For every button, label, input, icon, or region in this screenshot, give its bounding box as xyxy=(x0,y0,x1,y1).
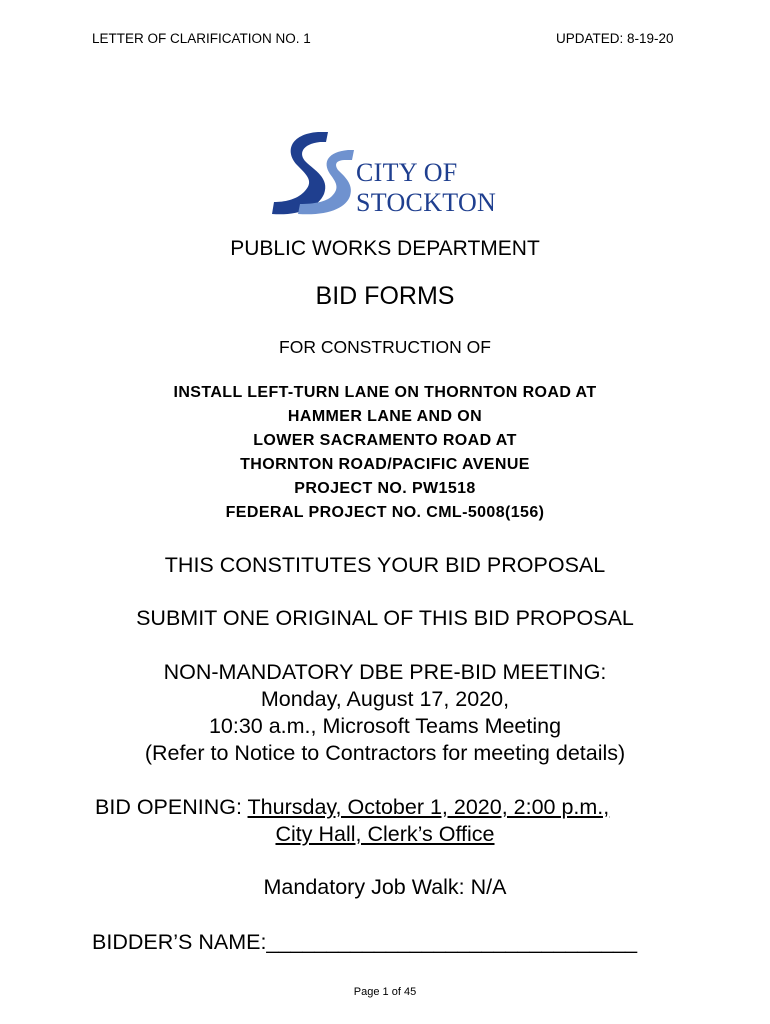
bidder-name-field: BIDDER’S NAME:_______________________________ xyxy=(92,930,638,954)
bid-opening-label: BID OPENING: xyxy=(95,795,248,819)
project-line: THORNTON ROAD/PACIFIC AVENUE xyxy=(240,456,530,473)
document-title: BID FORMS xyxy=(315,282,455,310)
city-of-stockton-logo xyxy=(270,130,510,220)
bid-opening-location: City Hall, Clerk’s Office xyxy=(275,822,495,846)
project-line: HAMMER LANE AND ON xyxy=(287,408,483,425)
page-number: Page 1 of 45 xyxy=(353,986,417,998)
project-line: INSTALL LEFT-TURN LANE ON THORNTON ROAD AT xyxy=(173,384,597,401)
bid-opening-date: Thursday, October 1, 2020, 2:00 p.m., xyxy=(247,795,610,819)
project-number: PROJECT NO. PW1518 xyxy=(294,480,476,497)
meeting-note: (Refer to Notice to Contractors for meeting details) xyxy=(144,741,626,765)
project-line: LOWER SACRAMENTO ROAD AT xyxy=(253,432,517,449)
job-walk: Mandatory Job Walk: N/A xyxy=(263,875,507,899)
header-updated-date: UPDATED: 8-19-20 xyxy=(556,31,674,46)
logo-text-stockton: STOCKTON xyxy=(356,188,497,217)
meeting-date: Monday, August 17, 2020, xyxy=(260,687,510,711)
federal-project-number: FEDERAL PROJECT NO. CML-5008(156) xyxy=(225,504,545,521)
meeting-time: 10:30 a.m., Microsoft Teams Meeting xyxy=(208,714,562,738)
submit-statement: SUBMIT ONE ORIGINAL OF THIS BID PROPOSAL xyxy=(136,606,634,630)
constitutes-statement: THIS CONSTITUTES YOUR BID PROPOSAL xyxy=(164,553,606,577)
department-title: PUBLIC WORKS DEPARTMENT xyxy=(230,237,540,260)
bid-opening-location-row xyxy=(0,822,770,847)
meeting-heading: NON-MANDATORY DBE PRE-BID MEETING: xyxy=(163,660,607,684)
document-subtitle: FOR CONSTRUCTION OF xyxy=(279,337,491,357)
header-letter-of-clarification: LETTER OF CLARIFICATION NO. 1 xyxy=(92,31,311,46)
stockton-s-logo-icon xyxy=(270,130,360,220)
logo-text-city-of: CITY OF xyxy=(356,158,458,187)
bid-opening xyxy=(95,795,609,820)
